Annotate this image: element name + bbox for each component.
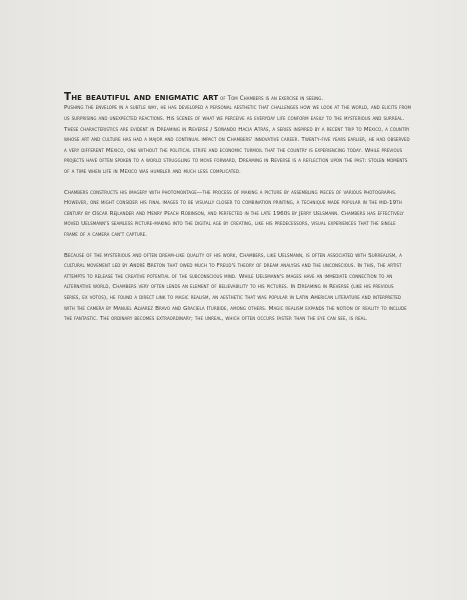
paragraph-1: Pushing the envelope in a subtle way, he has developed a personal aesthetic that challenges how we look at the world, and elicits from us surprising and unexpected reactions. His scenes of what we perceive as everyday life conform easily to the mysterious and surreal. These characteristics are evident in Dreaming in Reverse / Soñando Hacia Atrás, a series inspired by a recent trip to Mexico, a country whose art and culture has had a major and continual impact on Chambers' innovative career. Twenty-five years earlier, he had observed a very different Mexico, one without the political strife and economic turmoil that the country is experiencing today. While previous projects have often spoken to a world struggling to move forward, Dreaming in Reverse is a reflection upon the past: stolen moments of a time when life in Mexico was humbler and much less complicated.	[64, 105, 411, 175]
wall-text-heading: The beautiful and enigmatic art	[64, 91, 219, 103]
opening-line	[64, 93, 411, 103]
paragraph-3: Because of the mysterious and often dream-like quality of his work, Chambers, like Uelsmann, is often associated with Surrealism, a cultural movement led by André Breton that owed much to Freud's theory of dream analysis and the unconscious. In this, the artist attempts to release the creative potential of the subconscious mind. While Uelsmann's images have an immediate connection to an alternative world, Chambers very often lends an element of believability to his pictures. In Dreaming in Reverse (like his previous series, ex votos), he found a direct link to magic realism, an aesthetic that was popular in Latin American literature and interpreted with the camera by Manuel Alvarez Bravo and Graciela Iturbide, among others. Magic realism expands the notion of reality to include the fantastic. The ordinary becomes extraordinary; the unreal, which often occurs faster than the eye can see, is real.	[64, 252, 407, 323]
wall-text-panel	[64, 93, 411, 335]
paragraph-2: Chambers constructs his imagery with photomontage—the process of making a picture by assembling pieces of various photographs. However, one might consider his final images to be visually closer to combination printing, a technique made popular in the mid-19th century by Oscar Rejlander and Henry Peach Robinson, and perfected in the late 1960s by Jerry Uelsmann. Chambers has effectively moved Uelsmann's seamless picture-making into the digital age by creating, like his predecessors, visual experiences that the single frame of a camera can't capture.	[64, 189, 404, 238]
wall-text-byline: of Tom Chambers is an exercise in seeing.	[218, 96, 324, 102]
